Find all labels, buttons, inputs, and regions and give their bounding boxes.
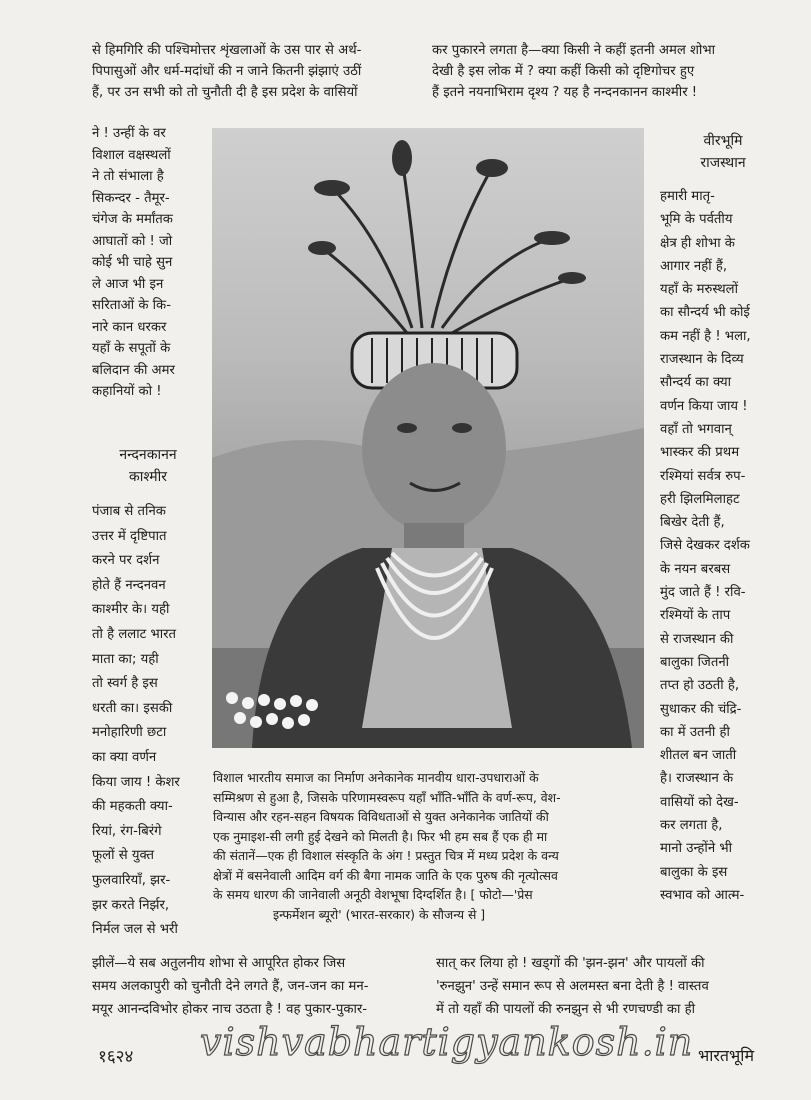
- text-line: सुधाकर की चंद्रि-: [660, 701, 742, 717]
- watermark: vishvabhartigyankosh.in: [200, 1020, 694, 1064]
- text-line: जिसे देखकर दर्शक: [660, 538, 750, 554]
- caption-line: विशाल भारतीय समाज का निर्माण अनेकानेक मानवीय धारा-उपधाराओं के: [213, 770, 539, 785]
- text-line: विशाल वक्षस्थलों: [92, 147, 171, 163]
- text-line: ने तो संभाला है: [92, 169, 164, 184]
- heading-line: वीरभूमि: [703, 133, 743, 149]
- top-right-text: [432, 40, 715, 103]
- text-line: है। राजस्थान के: [660, 771, 734, 787]
- text-line: हरी झिलमिलाहट: [660, 491, 740, 507]
- text-line: नारे कान धरकर: [92, 319, 167, 335]
- text-line: राजस्थान के दिव्य: [660, 352, 744, 368]
- photo-caption: [213, 768, 651, 924]
- text-line: आघातों को ! जो: [92, 233, 173, 249]
- magazine-name: भारतभूमि: [698, 1046, 755, 1065]
- text-line: बालुका जितनी: [660, 654, 730, 670]
- text-line: में तो यहाँ की पायलों की रुनझुन से भी रणचण्डी का ही: [436, 1002, 696, 1017]
- left-section-heading: [92, 444, 204, 488]
- text-line: तो है ललाट भारत: [92, 626, 177, 642]
- text-line: निर्मल जल से भरी: [92, 922, 178, 938]
- text-line: मुंद जाते हैं ! रवि-: [660, 585, 746, 601]
- text-line: आगार नहीं हैं,: [660, 258, 728, 274]
- text-line: से हिमगिरि की पश्चिमोत्तर शृंखलाओं के उस पार से अर्थ-: [92, 43, 362, 58]
- text-line: कहानियों को !: [92, 384, 162, 399]
- text-line: ले आज भी इन: [92, 276, 164, 292]
- caption-line: इन्फर्मेशन ब्यूरो' (भारत-सरकार) के सौजन्य से ]: [273, 906, 486, 922]
- top-left-text: [92, 40, 361, 103]
- text-line: किया जाय ! केशर: [92, 774, 180, 790]
- text-line: कोई भी चाहे सुन: [92, 255, 173, 270]
- caption-line: सम्मिश्रण से हुआ है, जिसके परिणामस्वरूप यहाँ भाँति-भाँति के वर्ण-रूप, वेश-: [213, 789, 561, 805]
- text-line: का क्या वर्णन: [92, 749, 157, 765]
- text-line: का सौन्दर्य भी कोई: [660, 305, 750, 321]
- feather-headdress: [322, 158, 572, 333]
- right-column: [660, 185, 751, 907]
- text-line: मयूर आनन्दविभोर होकर नाच उठता है ! वह पुकार-पुकार-: [92, 1002, 368, 1017]
- text-line: से राजस्थान की: [660, 631, 734, 647]
- right-section-heading: [664, 130, 782, 174]
- text-line: सात् कर लिया हो ! खड्गों की 'झन-झन' और पायलों की: [436, 956, 705, 971]
- text-line: हैं इतने नयनाभिराम दृश्य ? यह है नन्दनकानन काश्मीर !: [432, 85, 698, 100]
- feather-tips: [308, 140, 586, 284]
- text-line: चंगेज के मर्मांतक: [92, 212, 173, 227]
- text-line: काश्मीर के। यही: [92, 602, 170, 618]
- text-line: का में उतनी ही: [660, 724, 730, 740]
- text-line: रश्मियां सर्वत्र रुप-: [660, 468, 746, 484]
- text-line: भूमि के पर्वतीय: [660, 212, 733, 228]
- text-line: शीतल बन जाती: [660, 748, 737, 764]
- text-line: तप्त हो उठती है,: [660, 678, 740, 694]
- caption-line: की संतानें—एक ही विशाल संस्कृति के अंग ! प्रस्तुत चित्र में मध्य प्रदेश के वन्य: [213, 848, 559, 863]
- caption-line: क्षेत्रों में बसनेवाली आदिम वर्ग की बैगा नामक जाति के एक पुरुष की नृत्योत्सव: [213, 867, 558, 883]
- text-line: कर लगता है,: [660, 818, 723, 834]
- right-eye: [452, 423, 472, 433]
- text-line: स्वभाव को आत्म-: [660, 887, 745, 903]
- text-line: हमारी मातृ-: [660, 189, 715, 204]
- text-line: 'रुनझुन' उन्हें समान रूप से अलमस्त बना देती है ! वास्तव: [436, 979, 709, 994]
- text-line: की महकती क्या-: [92, 799, 173, 815]
- tribal-man-photo: [212, 128, 644, 748]
- text-line: के नयन बरबस: [660, 561, 731, 577]
- caption-line: के समय धारण की जानेवाली अनूठी वेशभूषा दिग्दर्शित है। [ फोटो—'प्रेस: [213, 887, 533, 902]
- text-line: पिपासुओं और धर्म-मदांधों की न जाने कितनी झंझाएं उठीं: [92, 64, 362, 79]
- text-line: बिखेर देती हैं,: [660, 515, 725, 531]
- text-line: झर करते निर्झर,: [92, 897, 170, 913]
- text-line: क्षेत्र ही शोभा के: [660, 235, 735, 251]
- text-line: हैं, पर उन सभी को तो चुनौती दी है इस प्रदेश के वासियों: [92, 85, 358, 100]
- heading-line: काश्मीर: [128, 469, 168, 485]
- text-line: मानो उन्होंने भी: [660, 841, 733, 857]
- left-column-b: [92, 500, 180, 943]
- text-line: सरिताओं के कि-: [92, 298, 171, 313]
- text-line: कम नहीं है ! भला,: [660, 328, 751, 344]
- text-line: समय अलकापुरी को चुनौती देने लगते हैं, जन-जन का मन-: [92, 979, 369, 994]
- text-line: देखी है इस लोक में ? क्या कहीं किसी को दृष्टिगोचर हुए: [432, 64, 695, 79]
- text-line: रश्मियों के ताप: [660, 608, 731, 624]
- caption-line: एक नुमाइश-सी लगी हुई देखने को मिलती है। फिर भी हम सब हैं एक ही मा: [213, 828, 548, 844]
- text-line: यहाँ के सपूतों के: [92, 341, 171, 356]
- text-line: भास्कर की प्रथम: [660, 445, 740, 461]
- text-line: वर्णन किया जाय !: [660, 398, 748, 414]
- text-line: फुलवारियाँ, झर-: [92, 872, 171, 888]
- text-line: झीलें—ये सब अतुलनीय शोभा से आपूरित होकर जिस: [92, 956, 346, 971]
- bottom-left-text: [92, 952, 369, 1021]
- text-line: करने पर दर्शन: [92, 553, 160, 569]
- text-line: होते हैं नन्दनवन: [92, 577, 166, 593]
- text-line: उत्तर में दृष्टिपात: [92, 528, 167, 544]
- text-line: सौन्दर्य का क्या: [660, 375, 732, 391]
- text-line: ने ! उन्हीं के वर: [92, 126, 166, 141]
- text-line: तो स्वर्ग है इस: [92, 676, 158, 692]
- text-line: माता का; यही: [92, 651, 159, 667]
- left-eye: [397, 423, 417, 433]
- text-line: फूलों से युक्त: [92, 848, 155, 864]
- heading-line: राजस्थान: [700, 155, 746, 171]
- text-line: मनोहारिणी छटा: [92, 725, 167, 741]
- text-line: कर पुकारने लगता है—क्या किसी ने कहीं इतनी अमल शोभा: [432, 43, 716, 58]
- caption-line: विन्यास और रहन-सहन विषयक विविधताओं से युक्त अनेकानेक जातियों की: [213, 809, 549, 824]
- text-line: वासियों को देख-: [660, 794, 739, 810]
- face: [362, 363, 506, 533]
- text-line: यहाँ के मरुस्थलों: [660, 282, 738, 298]
- left-column-a: [92, 123, 175, 403]
- text-line: पंजाब से तनिक: [92, 504, 166, 519]
- bottom-right-text: [436, 952, 709, 1021]
- heading-line: नन्दनकानन: [119, 447, 177, 463]
- text-line: वहाँ तो भगवान्: [660, 421, 732, 437]
- page-number: १६२४: [98, 1047, 134, 1067]
- text-line: बालुका के इस: [660, 864, 728, 880]
- text-line: बलिदान की अमर: [92, 362, 175, 378]
- text-line: रियां, रंग-बिरंगे: [92, 823, 162, 839]
- text-line: धरती का। इसकी: [92, 700, 173, 716]
- text-line: सिकन्दर - तैमूर-: [92, 190, 170, 206]
